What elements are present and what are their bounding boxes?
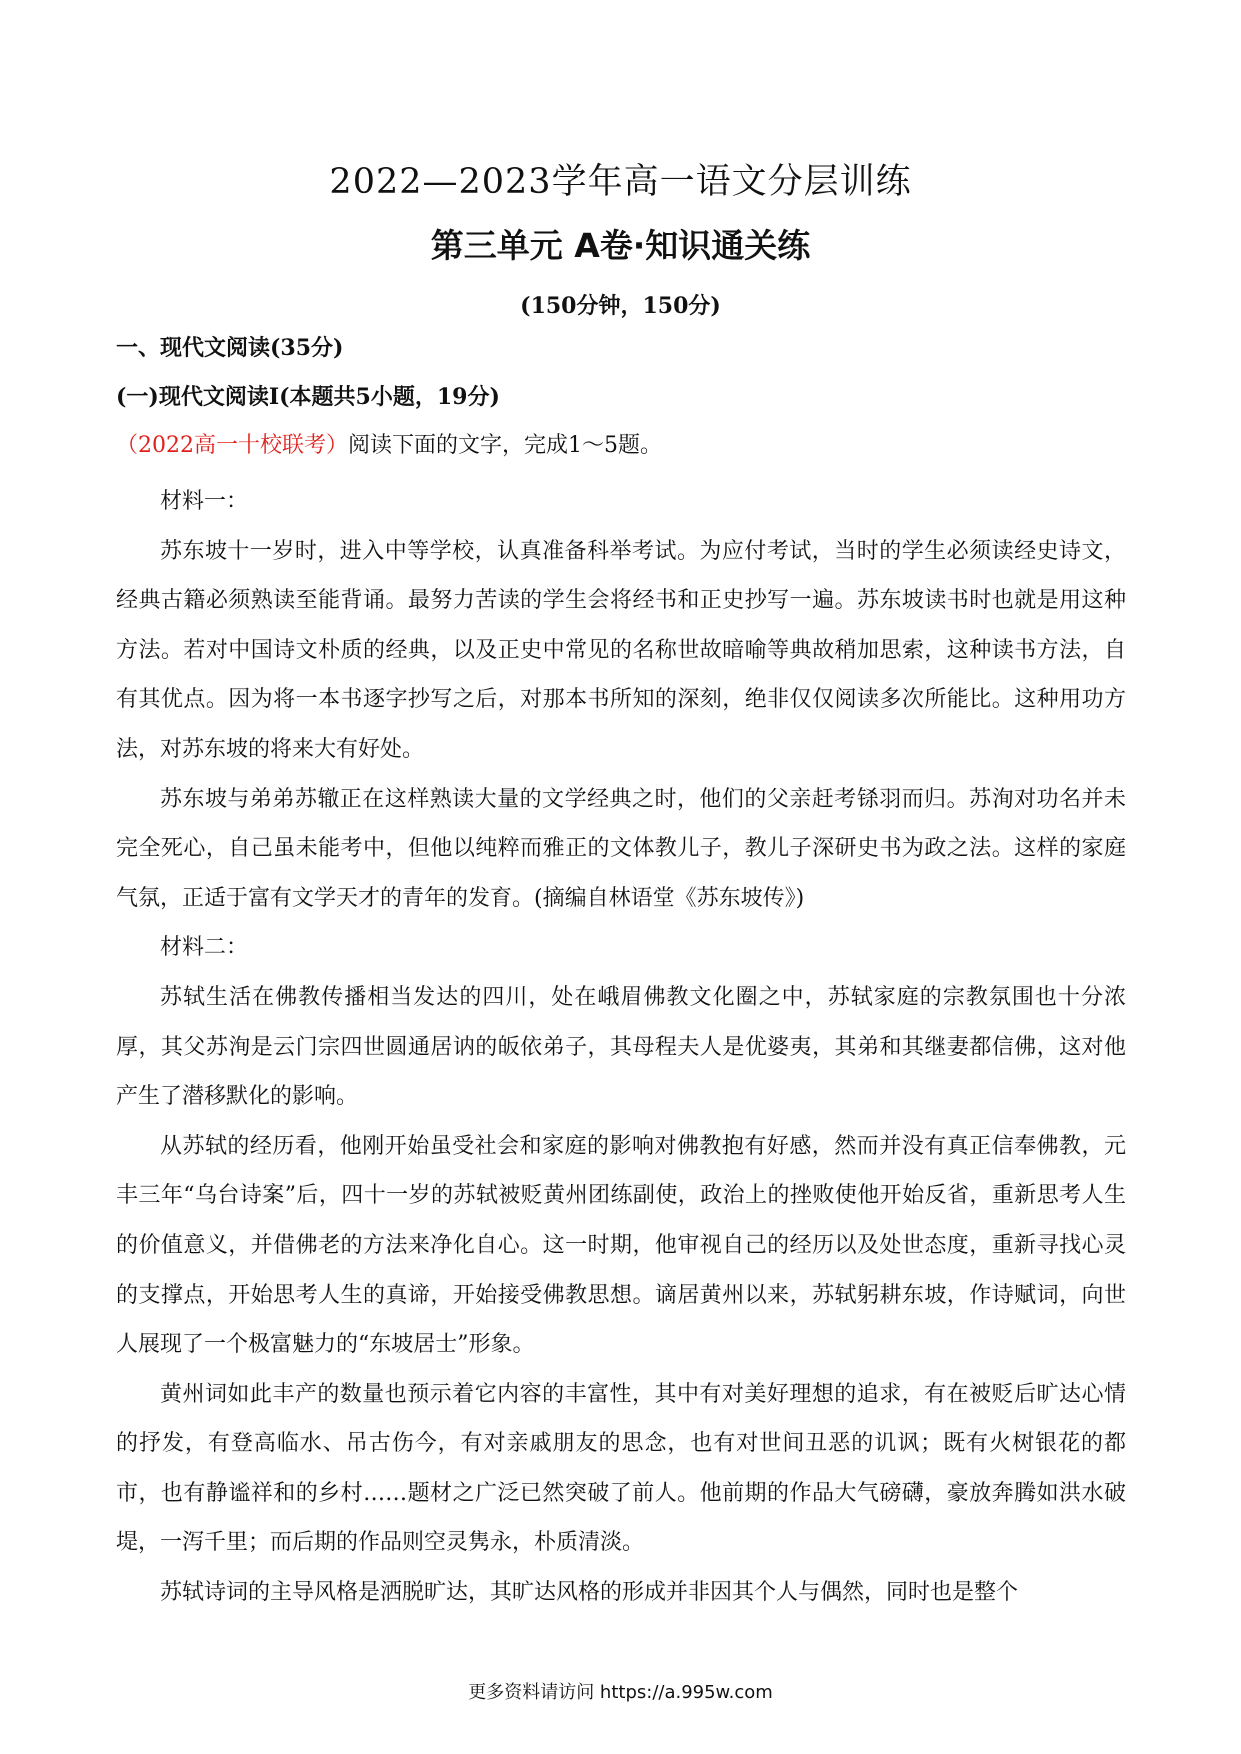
material2-label: 材料二： [160, 935, 249, 961]
material2-paragraph-1: 苏轼生活在佛教传播相当发达的四川，处在峨眉佛教文化圈之中，苏轼家庭的宗教氛围也十分浓厚，其父苏洵是云门宗四世圆通居讷的皈依弟子，其母程夫人是优婆夷，其弟和其继妻都信佛，这对他产生了潜移默化的影响。 [116, 984, 1126, 1110]
material1-paragraph-1: 苏东坡十一岁时，进入中等学校，认真准备科举考试。为应付考试，当时的学生必须读经史诗文，经典古籍必须熟读至能背诵。最努力苦读的学生会将经书和正史抄写一遍。苏东坡读书时也就是用这种方法。若对中国诗文朴质的经典，以及正史中常见的名称世故暗喻等典故稍加思索，这种读书方法，自有其优点。因为将一本书逐字抄写之后，对那本书所知的深刻，绝非仅仅阅读多次所能比。这种用功方法，对苏东坡的将来大有好处。 [116, 538, 1126, 762]
material1-paragraph-2: 苏东坡与弟弟苏辙正在这样熟读大量的文学经典之时，他们的父亲赶考铩羽而归。苏洵对功名并未完全死心，自己虽未能考中，但他以纯粹而雅正的文体教儿子，教儿子深研史书为政之法。这样的家庭气氛，正适于富有文学天才的青年的发育。(摘编自林语堂《苏东坡传》) [116, 786, 1126, 911]
document-title: 2022—2023学年高一语文分层训练 [329, 162, 912, 202]
material2-paragraph-4: 苏轼诗词的主导风格是洒脱旷达，其旷达风格的形成并非因其个人与偶然，同时也是整个 [160, 1580, 1019, 1606]
reading-instruction [116, 430, 662, 462]
time-score-info: (150分钟，150分) [520, 293, 721, 319]
reading-passage [116, 477, 1126, 1618]
footer-link-text: 更多资料请访问 https://a.995w.com [468, 1682, 773, 1703]
material1-label: 材料一： [160, 489, 249, 514]
material2-paragraph-2: 从苏轼的经历看，他刚开始虽受社会和家庭的影响对佛教抱有好感，然而并没有真正信奉佛教，元丰三年“乌台诗案”后，四十一岁的苏轼被贬黄州团练副使，政治上的挫败使他开始反省，重新思考人生的价值意义，并借佛老的方法来净化自心。这一时期，他审视自己的经历以及处世态度，重新寻找心灵的支撑点，开始思考人生的真谛，开始接受佛教思想。谪居黄州以来，苏轼躬耕东坡，作诗赋词，向世人展现了一个极富魅力的“东坡居士”形象。 [116, 1133, 1126, 1358]
question-source: （2022高一十校联考） [116, 433, 348, 458]
material2-paragraph-3: 黄州词如此丰产的数量也预示着它内容的丰富性，其中有对美好理想的追求，有在被贬后旷达心情的抒发，有登高临水、吊古伤今，有对亲戚朋友的思念，也有对世间丑恶的讥讽；既有火树银花的都市，也有静谧祥和的乡村……题材之广泛已然突破了前人。他前期的作品大气磅礴，豪放奔腾如洪水破堤，一泻千里；而后期的作品则空灵隽永，朴质清淡。 [116, 1381, 1126, 1556]
document-subtitle: 第三单元 A卷·知识通关练 [430, 226, 811, 265]
instruction-text: 阅读下面的文字，完成1～5题。 [348, 433, 662, 458]
section-heading-part1-1: (一)现代文阅读Ⅰ(本题共5小题，19分) [116, 384, 500, 410]
section-heading-part1: 一、现代文阅读(35分) [116, 335, 344, 361]
